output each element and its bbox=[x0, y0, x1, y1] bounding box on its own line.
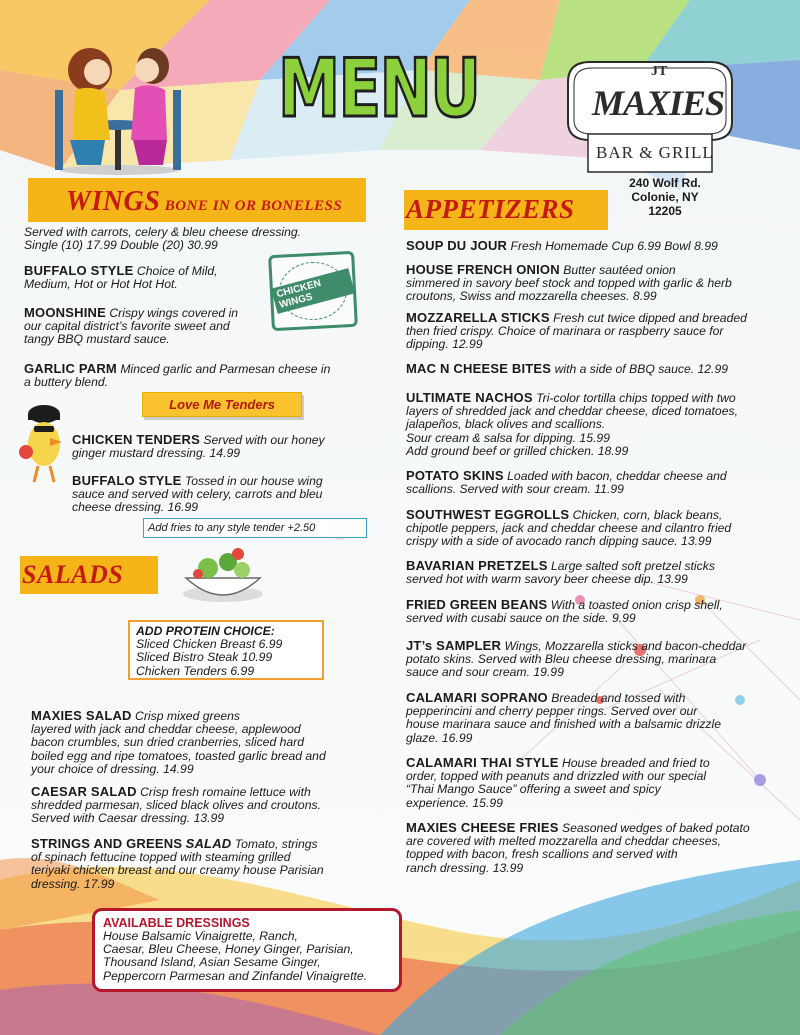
note-text: Add fries to any style tender +2.50 bbox=[148, 522, 316, 534]
item-desc: house marinara sauce and finished with a balsamic drizzle bbox=[406, 717, 722, 732]
item-desc: ranch dressing. 13.99 bbox=[406, 860, 524, 875]
item-name: JT’s SAMPLER bbox=[406, 638, 502, 653]
item-desc: With a toasted onion crisp shell, bbox=[550, 598, 723, 612]
item-desc: then fried crispy. Choice of marinara or raspberry sauce for bbox=[406, 324, 724, 339]
app-item-calamari-thai bbox=[406, 756, 791, 810]
item-desc: Choice of Mild, bbox=[136, 264, 218, 278]
wings-item-moonshine bbox=[24, 306, 274, 347]
item-desc: Crisp mixed greens bbox=[135, 709, 241, 723]
item-desc: “Thai Mango Sauce” offering a sweet and spicy bbox=[406, 782, 661, 797]
item-name: BAVARIAN PRETZELS bbox=[406, 558, 548, 573]
protein-option: Sliced Chicken Breast 6.99 bbox=[136, 637, 283, 652]
item-desc: scallions. Served with sour cream. 11.99 bbox=[406, 482, 624, 497]
stamp-label: CHICKEN WINGS bbox=[271, 268, 355, 314]
tenders-item-chicken bbox=[72, 433, 372, 460]
wings-intro bbox=[24, 226, 364, 252]
item-desc: glaze. 16.99 bbox=[406, 730, 473, 745]
item-desc: Crispy wings covered in bbox=[109, 306, 239, 320]
item-desc: layered with jack and cheddar cheese, applewood bbox=[31, 722, 301, 737]
item-name: CALAMARI SOPRANO bbox=[406, 690, 548, 705]
item-desc: sauce and served with celery, carrots and bleu bbox=[72, 487, 323, 502]
item-name: MAXIES CHEESE FRIES bbox=[406, 820, 559, 835]
item-desc: Butter sautéed onion bbox=[563, 263, 676, 277]
item-name: STRINGS AND GREENS bbox=[31, 836, 183, 851]
item-name: POTATO SKINS bbox=[406, 468, 504, 483]
item-name: MOZZARELLA STICKS bbox=[406, 310, 550, 325]
item-desc: Loaded with bacon, cheddar cheese and bbox=[507, 469, 727, 483]
item-desc: Fresh Homemade Cup 6.99 Bowl 8.99 bbox=[510, 239, 718, 253]
protein-option: Sliced Bistro Steak 10.99 bbox=[136, 650, 273, 665]
salad-item-strings-greens bbox=[31, 837, 376, 891]
salads-title: SALADS bbox=[22, 560, 124, 589]
item-name: HOUSE FRENCH ONION bbox=[406, 262, 560, 277]
item-desc: cheese dressing. 16.99 bbox=[72, 500, 199, 515]
item-desc: are covered with melted mozzarella and cheddar cheeses, bbox=[406, 834, 722, 849]
item-desc: served hot with warm savory beer cheese dip. 13.99 bbox=[406, 572, 688, 587]
item-desc: sauce and sour cream. 19.99 bbox=[406, 665, 564, 680]
item-desc: croutons, Swiss and mozzarella cheeses. 8.99 bbox=[406, 289, 657, 304]
item-desc: Tomato, strings bbox=[234, 837, 318, 851]
wings-intro-line: Served with carrots, celery & bleu cheese dressing. bbox=[24, 225, 302, 239]
item-desc: jalapeños, black olives and scallions. bbox=[406, 417, 606, 432]
dressings-line: Thousand Island, Asian Sesame Ginger, bbox=[103, 955, 321, 970]
brand-small: JT bbox=[651, 64, 668, 79]
tenders-fries-note bbox=[143, 518, 367, 538]
cafe-ladies-illustration bbox=[35, 30, 205, 180]
item-desc: bacon crumbles, sun dried cranberries, sliced hard bbox=[31, 735, 304, 750]
item-name: SOUP DU JOUR bbox=[406, 238, 508, 253]
wings-heading bbox=[66, 186, 342, 218]
item-desc: layers of shredded jack and cheddar cheese, diced tomatoes, bbox=[406, 404, 738, 419]
app-item-green-beans bbox=[406, 598, 791, 625]
app-item-potato-skins bbox=[406, 469, 791, 496]
item-desc: Medium, Hot or Hot Hot Hot. bbox=[24, 277, 178, 292]
item-desc: House breaded and fried to bbox=[561, 756, 710, 770]
item-desc: served with cusabi sauce on the side. 9.99 bbox=[406, 611, 636, 626]
item-desc: Served with Caesar dressing. 13.99 bbox=[31, 811, 225, 826]
app-item-calamari-soprano bbox=[406, 691, 791, 745]
item-desc: Seasoned wedges of baked potato bbox=[562, 821, 750, 835]
item-desc: Tossed in our house wing bbox=[184, 474, 323, 488]
app-item-cheese-fries bbox=[406, 821, 791, 875]
protein-option: Chicken Tenders 6.99 bbox=[136, 663, 255, 678]
protein-title: ADD PROTEIN CHOICE: bbox=[136, 624, 275, 638]
item-desc: of spinach fettucine topped with steaming grilled bbox=[31, 850, 291, 865]
protein-choice-box bbox=[128, 620, 324, 680]
salad-item-caesar bbox=[31, 785, 371, 826]
tenders-item-buffalo bbox=[72, 474, 372, 515]
item-name: MOONSHINE bbox=[24, 305, 106, 320]
item-desc: experience. 15.99 bbox=[406, 795, 503, 810]
app-item-mozzarella bbox=[406, 311, 791, 352]
item-desc: Minced garlic and Parmesan cheese in bbox=[120, 362, 331, 376]
app-item-nachos bbox=[406, 391, 791, 458]
item-desc: boiled egg and ripe tomatoes, toasted garlic bread and bbox=[31, 748, 326, 763]
item-name: BUFFALO STYLE bbox=[24, 263, 134, 278]
item-desc: order, topped with peanuts and drizzled with our special bbox=[406, 769, 707, 784]
item-desc: with a side of BBQ sauce. 12.99 bbox=[554, 362, 728, 376]
chicken-wings-stamp bbox=[268, 251, 358, 331]
item-desc: teriyaki chicken breast and our creamy house Parisian bbox=[31, 863, 324, 878]
item-name: CAESAR SALAD bbox=[31, 784, 137, 799]
item-desc: Breaded and tossed with bbox=[551, 691, 686, 705]
item-desc: crispy with a side of avocado ranch dipping sauce. 13.99 bbox=[406, 534, 712, 549]
item-desc: Served with our honey bbox=[203, 433, 325, 447]
item-desc: ginger mustard dressing. 14.99 bbox=[72, 446, 241, 461]
app-item-french-onion bbox=[406, 263, 791, 304]
item-desc: chipotle peppers, jack and cheddar cheese and cilantro fried bbox=[406, 521, 732, 536]
item-name: ULTIMATE NACHOS bbox=[406, 390, 533, 405]
app-item-pretzels bbox=[406, 559, 791, 586]
item-desc: a buttery blend. bbox=[24, 375, 109, 390]
item-desc: Large salted soft pretzel sticks bbox=[550, 559, 715, 573]
item-name: BUFFALO STYLE bbox=[72, 473, 182, 488]
dressings-box bbox=[92, 908, 402, 992]
dressings-line: Caesar, Bleu Cheese, Honey Ginger, Parisian, bbox=[103, 942, 354, 957]
item-name: CALAMARI THAI STYLE bbox=[406, 755, 559, 770]
address bbox=[610, 176, 720, 218]
wings-pricing: Single (10) 17.99 Double (20) 30.99 bbox=[24, 238, 218, 253]
item-desc: Chicken, corn, black beans, bbox=[572, 508, 723, 522]
salad-bowl-icon bbox=[178, 544, 268, 606]
app-item-sampler bbox=[406, 639, 791, 680]
app-item-mac-cheese bbox=[406, 362, 791, 376]
item-desc: dipping. 12.99 bbox=[406, 337, 483, 352]
item-name: FRIED GREEN BEANS bbox=[406, 597, 548, 612]
brand-name: MAXIES bbox=[592, 83, 725, 123]
item-desc: Wings, Mozzarella sticks and bacon-cheddar bbox=[504, 639, 747, 653]
menu-title-logo: MENU bbox=[278, 42, 480, 135]
address-line-3: 12205 bbox=[648, 204, 682, 218]
love-me-tenders-badge bbox=[142, 392, 302, 417]
dressings-title: AVAILABLE DRESSINGS bbox=[103, 916, 250, 930]
item-name: MAXIES SALAD bbox=[31, 708, 132, 723]
item-desc: our capital district’s favorite sweet and bbox=[24, 319, 230, 334]
item-desc: topped with bacon, fresh scallions and served with bbox=[406, 847, 678, 862]
item-desc: Crisp fresh romaine lettuce with bbox=[140, 785, 311, 799]
item-desc: your choice of dressing. 14.99 bbox=[31, 761, 194, 776]
brand-sub: BAR & GRILL bbox=[596, 143, 714, 162]
address-line-2: Colonie, NY bbox=[631, 190, 699, 204]
app-item-soup bbox=[406, 239, 791, 253]
item-desc: Fresh cut twice dipped and breaded bbox=[553, 311, 747, 325]
dressings-line: Peppercorn Parmesan and Zinfandel Vinaigrette. bbox=[103, 968, 368, 983]
address-line-1: 240 Wolf Rd. bbox=[629, 176, 701, 190]
item-desc: pepperincini and cherry pepper rings. Served over our bbox=[406, 704, 698, 719]
item-desc: shredded parmesan, sliced black olives and croutons. bbox=[31, 798, 321, 813]
dressings-line: House Balsamic Vinaigrette, Ranch, bbox=[103, 929, 298, 943]
item-desc: dressing. 17.99 bbox=[31, 876, 115, 891]
badge-label: Love Me Tenders bbox=[169, 397, 275, 412]
item-name: MAC N CHEESE BITES bbox=[406, 361, 552, 376]
item-desc: Sour cream & salsa for dipping. 15.99 bbox=[406, 430, 610, 445]
appetizers-title: APPETIZERS bbox=[406, 194, 575, 224]
item-desc: Add ground beef or grilled chicken. 18.99 bbox=[406, 443, 629, 458]
item-name: GARLIC PARM bbox=[24, 361, 117, 376]
item-name: SOUTHWEST EGGROLLS bbox=[406, 507, 570, 522]
wings-item-garlic-parm bbox=[24, 362, 369, 389]
item-name: CHICKEN TENDERS bbox=[72, 432, 200, 447]
item-desc: tangy BBQ mustard sauce. bbox=[24, 332, 170, 347]
item-desc: potato skins. Served with Bleu cheese dressing, marinara bbox=[406, 652, 717, 667]
chicken-mascot-icon bbox=[14, 404, 72, 486]
item-desc: Tri-color tortilla chips topped with two bbox=[536, 391, 736, 405]
app-item-eggrolls bbox=[406, 508, 791, 549]
item-name-italic: SALAD bbox=[185, 836, 232, 851]
wings-item-buffalo bbox=[24, 264, 274, 291]
salad-item-maxies bbox=[31, 709, 371, 776]
item-desc: simmered in savory beef stock and topped with garlic & herb bbox=[406, 276, 732, 291]
wings-title: WINGS bbox=[66, 186, 161, 217]
wings-subtitle: BONE IN OR BONELESS bbox=[164, 198, 343, 214]
